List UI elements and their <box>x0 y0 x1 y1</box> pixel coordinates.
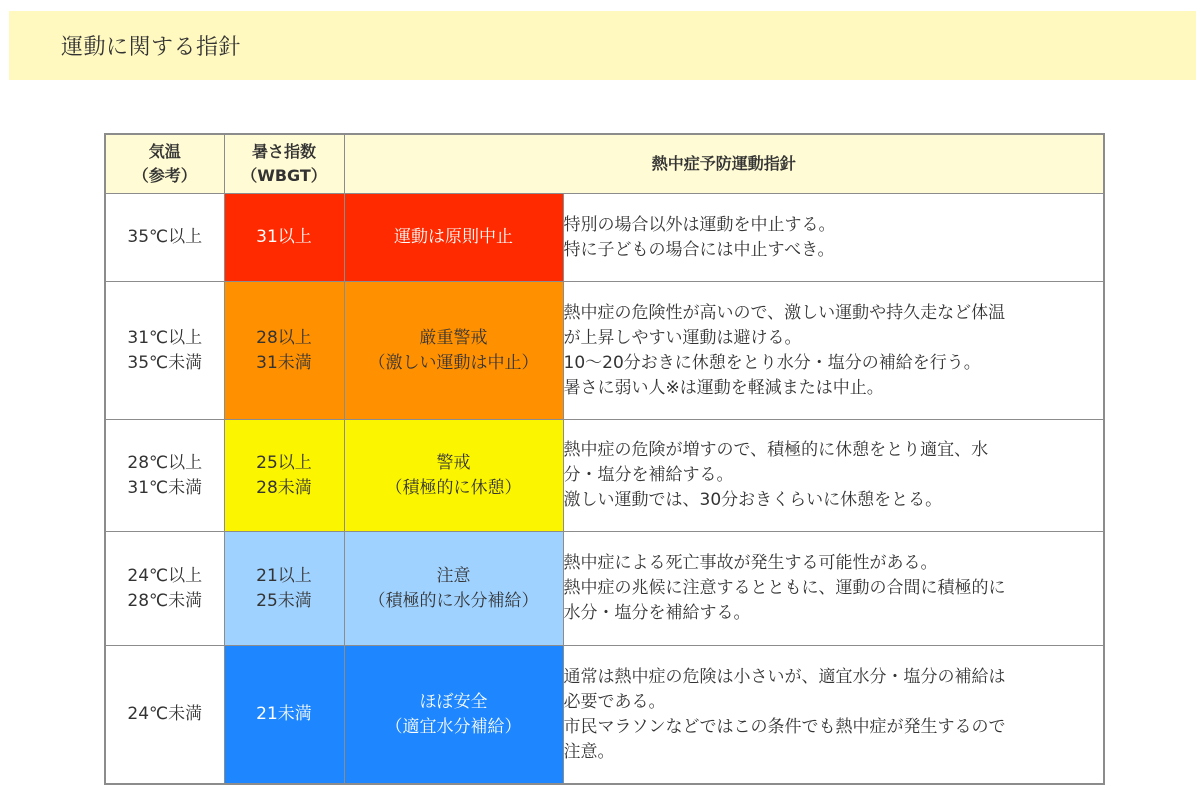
temperature-cell: 31℃以上 35℃未満 <box>105 282 224 420</box>
temperature-cell: 24℃未満 <box>105 646 224 785</box>
table-row <box>105 646 1104 785</box>
level-cell: 注意 （積極的に水分補給） <box>344 532 563 646</box>
table-row <box>105 420 1104 532</box>
wbgt-cell: 21以上 25未満 <box>224 532 344 646</box>
level-cell: ほぼ安全 （適宜水分補給） <box>344 646 563 785</box>
description-cell: 特別の場合以外は運動を中止する。 特に子どもの場合には中止すべき。 <box>563 194 1104 282</box>
wbgt-cell: 28以上 31未満 <box>224 282 344 420</box>
table-row <box>105 532 1104 646</box>
level-cell: 運動は原則中止 <box>344 194 563 282</box>
header-guideline: 熱中症予防運動指針 <box>344 134 1104 194</box>
wbgt-cell: 31以上 <box>224 194 344 282</box>
description-cell: 熱中症の危険性が高いので、激しい運動や持久走など体温 が上昇しやすい運動は避ける。 10～20分おきに休憩をとり水分・塩分の補給を行う。 暑さに弱い人※は運動を軽減または中止。 <box>563 282 1104 420</box>
description-cell: 熱中症の危険が増すので、積極的に休憩をとり適宜、水 分・塩分を補給する。 激しい運動では、30分おきくらいに休憩をとる。 <box>563 420 1104 532</box>
temperature-cell: 24℃以上 28℃未満 <box>105 532 224 646</box>
page-title: 運動に関する指針 <box>61 35 242 60</box>
table-header-row <box>105 134 1104 194</box>
level-cell: 警戒 （積極的に休憩） <box>344 420 563 532</box>
description-cell: 通常は熱中症の危険は小さいが、適宜水分・塩分の補給は 必要である。 市民マラソンなどではこの条件でも熱中症が発生するので 注意。 <box>563 646 1104 785</box>
page-header <box>9 11 1196 80</box>
wbgt-cell: 21未満 <box>224 646 344 785</box>
level-cell: 厳重警戒 （激しい運動は中止） <box>344 282 563 420</box>
wbgt-cell: 25以上 28未満 <box>224 420 344 532</box>
heatstroke-exercise-guideline-table <box>104 133 1105 785</box>
temperature-cell: 28℃以上 31℃未満 <box>105 420 224 532</box>
table-row <box>105 194 1104 282</box>
description-cell: 熱中症による死亡事故が発生する可能性がある。 熱中症の兆候に注意するとともに、運動の合間に積極的に 水分・塩分を補給する。 <box>563 532 1104 646</box>
header-wbgt: 暑さ指数 （WBGT） <box>224 134 344 194</box>
header-temperature: 気温 （参考） <box>105 134 224 194</box>
table-row <box>105 282 1104 420</box>
temperature-cell: 35℃以上 <box>105 194 224 282</box>
